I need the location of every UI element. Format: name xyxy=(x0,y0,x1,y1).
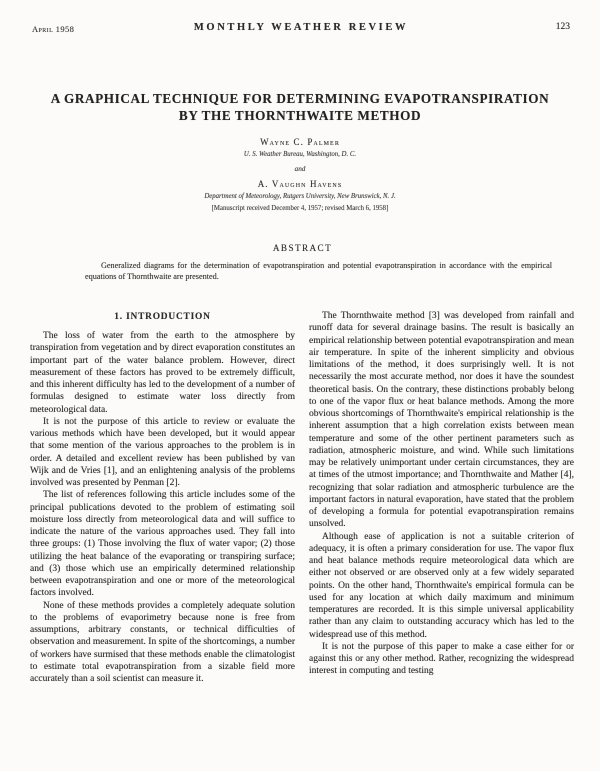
abstract-section xyxy=(85,243,552,282)
abstract-text: Generalized diagrams for the determination of evapotranspiration and potential evapotranspiration in accordance with the empirical equations of Thornthwaite are presented. xyxy=(85,261,552,281)
issue-date: April 1958 xyxy=(32,24,75,34)
author-2-name: A. Vaughn Havens xyxy=(257,179,343,189)
article-title-line1: A GRAPHICAL TECHNIQUE FOR DETERMINING EVAPOTRANSPIRATION xyxy=(50,91,550,106)
running-head xyxy=(32,22,570,36)
intro-paragraph-2: It is not the purpose of this article to review or evaluate the various methods which have been developed, but it would appear that some mention of the various approaches to the problem is in order. A detailed and excellent review has been published by van Wijk and de Vries [1], and an enlightening analysis of the problems involved was presented by Penman [2]. xyxy=(30,416,295,488)
journal-title: MONTHLY WEATHER REVIEW xyxy=(193,22,409,33)
author-block xyxy=(0,137,600,212)
author-2-affiliation: Department of Meteorology, Rutgers University, New Brunswick, N. J. xyxy=(204,193,396,200)
intro-paragraph-4: None of these methods provides a completely adequate solution to the problems of evaporimetry because none is free from assumptions, arbitrary constants, or technical difficulties of observation and measurement. In spite of the shortcomings, a number of workers have surmised that these methods enable the climatologist to estimate total evapotranspiration from a sizable field more accurately than a soil scientist can measure it. xyxy=(30,600,295,684)
intro-paragraph-1: The loss of water from the earth to the atmosphere by transpiration from vegetation and by direct evaporation constitutes an important part of the water balance problem. However, direct measurement of these factors has proved to be extremely difficult, and this inherent difficulty has led to the development of a number of formulas designed to estimate water loss directly from meteorological data. xyxy=(30,331,295,415)
body-columns xyxy=(30,310,574,685)
section-heading-introduction: 1. INTRODUCTION xyxy=(114,312,211,322)
article-title xyxy=(0,90,600,124)
intro-paragraph-6: Although ease of application is not a suitable criterion of adequacy, it is often a primary consideration for use. The vapor flux and heat balance methods require meteorological data which are either not observed or are observed only at a few widely separated points. On the other hand, Thornthwaite's empirical formula can be used for any location at which daily maximum and minimum temperatures are recorded. It is this simple universal applicability rather than any claim to outstanding accuracy which has led to the widespread use of this method. xyxy=(309,531,574,640)
intro-paragraph-7: It is not the purpose of this paper to make a case either for or against this or any other method. Rather, recognizing the widespread interest in computing and testing xyxy=(309,641,574,677)
article-title-line2: BY THE THORNTHWAITE METHOD xyxy=(178,108,422,123)
intro-paragraph-5: The Thornthwaite method [3] was developed from rainfall and runoff data for several drainage basins. The result is basically an empirical relationship between potential evapotranspiration and mean air temperature. In spite of the inherent simplicity and obvious limitations of the method, it does surprisingly well. It is not necessarily the most accurate method, nor does it have the soundest theoretical basis. On the contrary, these distinctions probably belong to one of the vapor flux or heat balance methods. Among the more obvious shortcomings of Thornthwaite's empirical relationship is the inherent assumption that a high correlation exists between mean temperature and some of the other pertinent parameters such as radiation, atmospheric moisture, and wind. While such limitations may be relatively unimportant under certain circumstances, they are at times of the utmost importance; and Thornthwaite and Mather [4], recognizing that solar radiation and atmospheric turbulence are the important factors in natural evaporation, have stated that the problem of developing a formula for potential evapotranspiration remains unsolved. xyxy=(309,311,574,530)
left-column xyxy=(30,310,295,685)
intro-paragraph-3: The list of references following this article includes some of the principal publications devoted to the problem of estimating soil moisture loss directly from meteorological data and will suffice to indicate the nature of the various approaches used. They fall into three groups: (1) Those involving the flux of water vapor; (2) those utilizing the heat balance of the evaporating or transpiring surface; and (3) those which use an empirically determined relationship between evapotranspiration and one or more of the meteorological factors involved. xyxy=(30,490,295,599)
and-connector: and xyxy=(294,165,306,173)
page-number: 123 xyxy=(555,22,570,32)
author-1-name: Wayne C. Palmer xyxy=(260,137,340,147)
right-column xyxy=(309,310,574,685)
abstract-heading: ABSTRACT xyxy=(272,243,333,253)
manuscript-note: [Manuscript received December 4, 1957; revised March 6, 1958] xyxy=(211,205,389,212)
author-1-affiliation: U. S. Weather Bureau, Washington, D. C. xyxy=(243,151,357,158)
